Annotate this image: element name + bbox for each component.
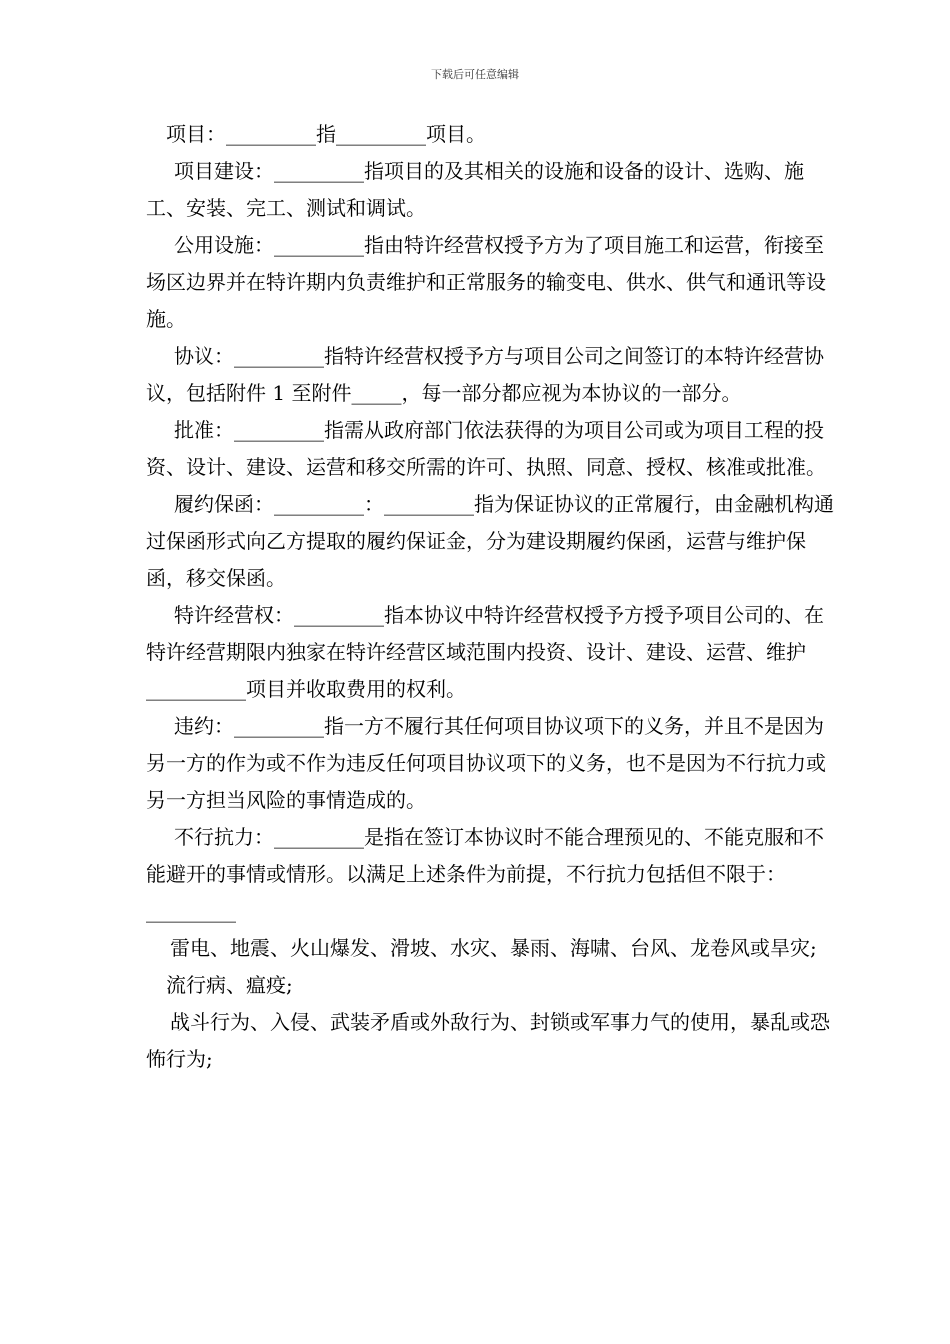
- definition-public-facilities: 公用设施：_________指由特许经营权授予方为了项目施工和运营，衔接至场区边界并在特许期内负责维护和正常服务的输变电、供水、供气和通讯等设施。: [146, 233, 826, 331]
- definition-project-construction: 项目建设：_________指项目的及其相关的设施和设备的设计、选购、施工、安装、完工、测试和调试。: [146, 159, 804, 220]
- definition-franchise-right: 特许经营权：_________指本协议中特许经营权授予方授予项目公司的、在特许经营期限内独家在特许经营区域范围内投资、设计、建设、运营、维护__________项目并收取费用的权利。: [146, 603, 824, 701]
- force-majeure-item-epidemic: 流行病、瘟疫;: [166, 973, 293, 997]
- definition-agreement: 协议：_________指特许经营权授予方与项目公司之间签订的本特许经营协议，包括附件 1 至附件_____，每一部分都应视为本协议的一部分。: [146, 344, 824, 405]
- document-body: [146, 116, 836, 1078]
- force-majeure-item-war: 战斗行为、入侵、武装矛盾或外敌行为、封锁或军事力气的使用，暴乱或恐怖行为;: [146, 1010, 830, 1071]
- page-header: 下载后可任意编辑: [431, 68, 519, 81]
- definition-force-majeure: 不行抗力：_________是指在签订本协议时不能合理预见的、不能克服和不能避开的事情或情形。以满足上述条件为前提，不行抗力包括但不限于：_________: [146, 825, 824, 923]
- definition-breach: 违约：_________指一方不履行其任何项目协议项下的义务，并且不是因为另一方的作为或不作为违反任何项目协议项下的义务，也不是因为不行抗力或另一方担当风险的事情造成的。: [146, 714, 826, 812]
- definition-approval: 批准：_________指需从政府部门依法获得的为项目公司或为项目工程的投资、设计、建设、运营和移交所需的许可、执照、同意、授权、核准或批准。: [146, 418, 826, 479]
- definition-project: 项目：_________指_________项目。: [166, 122, 486, 146]
- force-majeure-item-natural: 雷电、地震、火山爆发、滑坡、水灾、暴雨、海啸、台风、龙卷风或旱灾;: [170, 936, 817, 960]
- definition-performance-guarantee: 履约保函：_________：_________指为保证协议的正常履行，由金融机构通过保函形式向乙方提取的履约保证金，分为建设期履约保函，运营与维护保函，移交保函。: [146, 492, 834, 590]
